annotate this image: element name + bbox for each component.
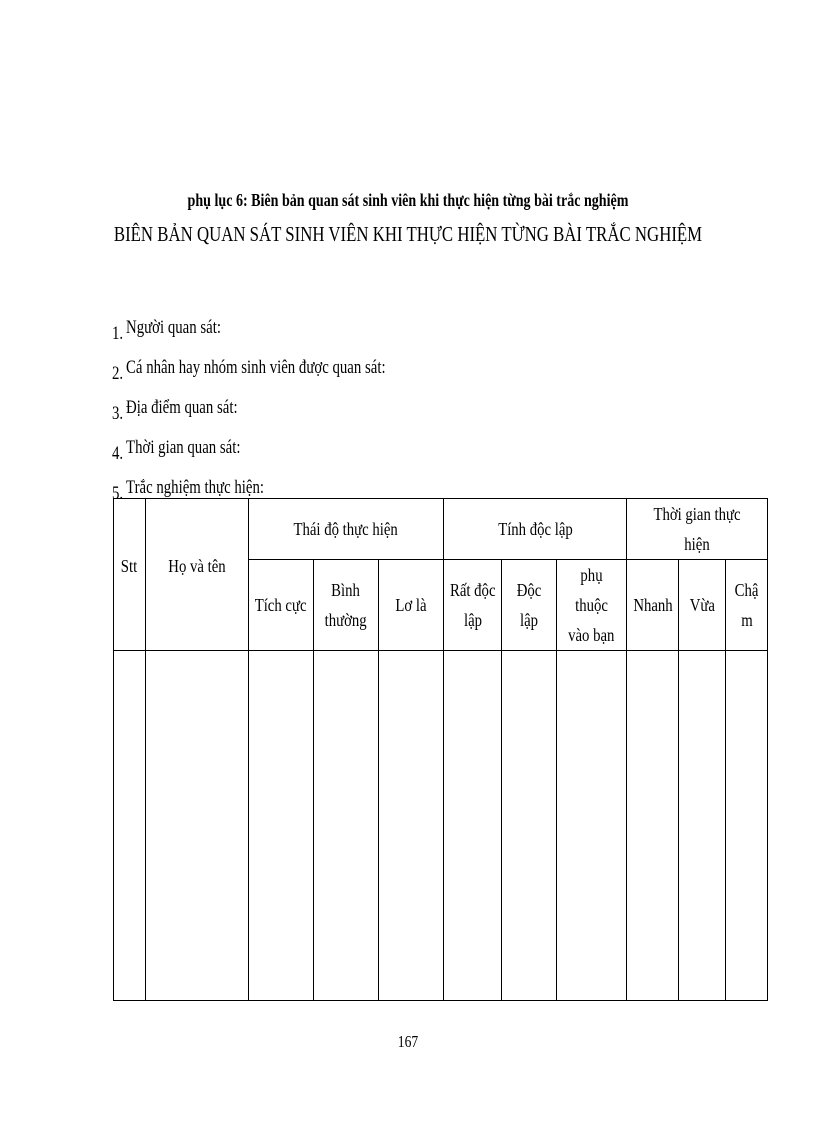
observation-table — [113, 498, 768, 1001]
table-cell[interactable] — [146, 651, 249, 1001]
field-number: 1. — [112, 323, 124, 344]
table-cell[interactable] — [379, 651, 444, 1001]
document-title: BIÊN BẢN QUAN SÁT SINH VIÊN KHI THỰC HIỆN TỪNG BÀI TRẮC NGHIỆM — [113, 222, 703, 246]
table-row — [114, 651, 768, 1001]
table-cell[interactable] — [726, 651, 768, 1001]
field-number: 4. — [112, 443, 124, 464]
table-cell[interactable] — [557, 651, 627, 1001]
field-number: 3. — [112, 403, 124, 424]
field-time — [112, 428, 619, 468]
header-normal: Bình thường — [314, 560, 379, 651]
header-stt: Stt — [114, 499, 146, 651]
table-cell[interactable] — [679, 651, 726, 1001]
header-careless: Lơ là — [379, 560, 444, 651]
table-header-row — [114, 499, 768, 560]
page-number: 167 — [397, 1032, 419, 1051]
field-label: Cá nhân hay nhóm sinh viên được quan sát: — [126, 357, 386, 378]
field-label: Địa điểm quan sát: — [126, 397, 238, 418]
header-attitude: Thái độ thực hiện — [249, 499, 444, 560]
field-observer — [112, 308, 619, 348]
header-active: Tích cực — [249, 560, 314, 651]
table-cell[interactable] — [627, 651, 679, 1001]
table-cell[interactable] — [114, 651, 146, 1001]
field-label: Thời gian quan sát: — [126, 437, 241, 458]
field-location — [112, 388, 619, 428]
field-label: Trắc nghiệm thực hiện: — [126, 477, 265, 498]
table-cell[interactable] — [444, 651, 502, 1001]
field-number: 5. — [112, 483, 124, 504]
table-cell[interactable] — [502, 651, 557, 1001]
field-observed-students — [112, 348, 619, 388]
header-time: Thời gian thực hiện — [627, 499, 768, 560]
header-independence: Tính độc lập — [444, 499, 627, 560]
observation-fields — [112, 308, 762, 508]
header-name: Họ và tên — [146, 499, 249, 651]
header-very-independent: Rất độc lập — [444, 560, 502, 651]
header-dependent: phụ thuộc vào bạn — [557, 560, 627, 651]
table-cell[interactable] — [314, 651, 379, 1001]
header-fast: Nhanh — [627, 560, 679, 651]
field-label: Người quan sát: — [126, 317, 221, 338]
table-cell[interactable] — [249, 651, 314, 1001]
field-number: 2. — [112, 363, 124, 384]
header-medium: Vừa — [679, 560, 726, 651]
header-independent: Độc lập — [502, 560, 557, 651]
header-slow: Chậ m — [726, 560, 768, 651]
appendix-subtitle: phụ lục 6: Biên bản quan sát sinh viên khi thực hiện từng bài trắc nghiệm — [187, 190, 629, 210]
